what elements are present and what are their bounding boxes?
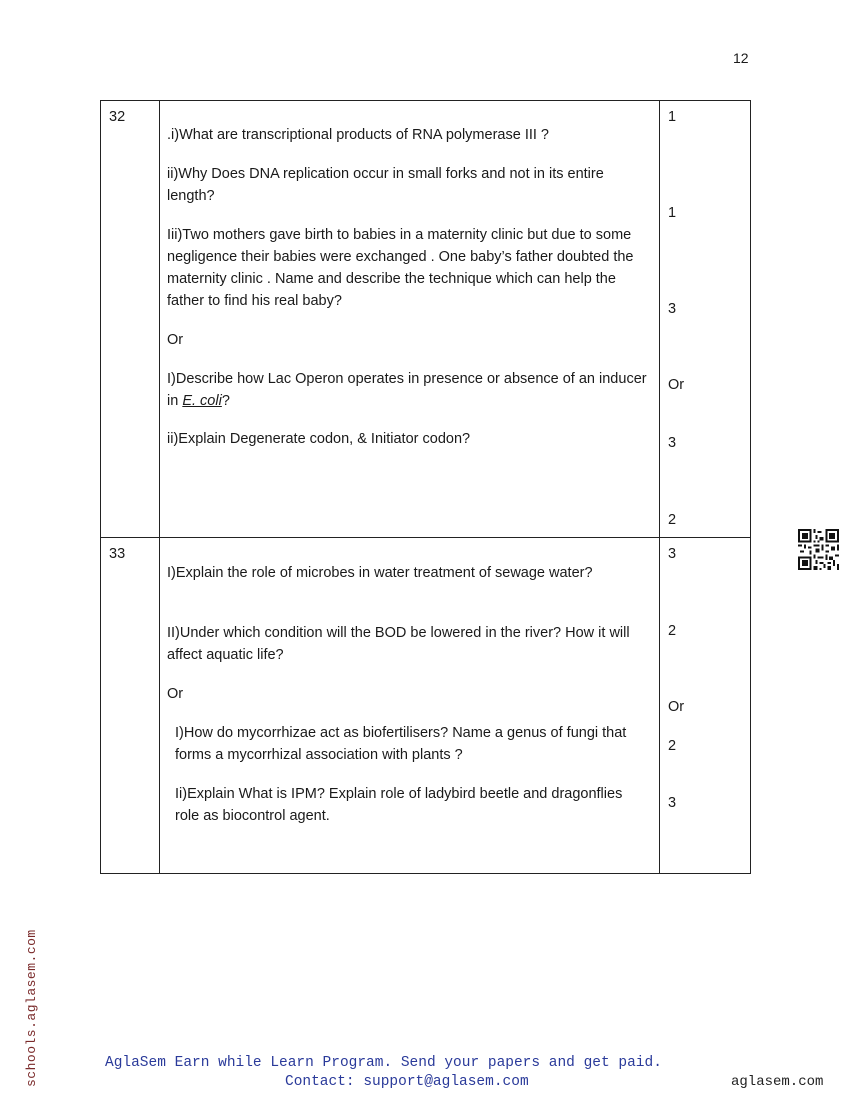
organism-name: E. coli <box>182 393 222 409</box>
footer-contact[interactable]: Contact: support@aglasem.com <box>285 1074 529 1090</box>
question-table <box>100 100 751 874</box>
question-part: II)Under which condition will the BOD be lowered in the river? How it will affect aquatic life? <box>167 625 630 663</box>
column-divider <box>159 538 160 873</box>
marks-value: 1 <box>668 205 677 221</box>
question-part: I)How do mycorrhizae act as biofertilisers? Name a genus of fungi that forms a mycorrhizal association with plants ? <box>175 725 627 763</box>
marks-value: 1 <box>668 109 677 125</box>
marks-value: 2 <box>668 623 677 639</box>
marks-value: 3 <box>668 795 677 811</box>
question-part: I)Explain the role of microbes in water treatment of sewage water? <box>167 565 593 581</box>
side-watermark: schools.aglasem.com <box>24 929 39 1087</box>
column-divider <box>159 101 160 537</box>
or-separator: Or <box>167 332 184 348</box>
marks-value: 3 <box>668 301 677 317</box>
question-text: I)Describe how Lac Operon operates in presence or absence of an inducer in <box>167 371 647 409</box>
marks-value: 2 <box>668 512 677 528</box>
question-row-33 <box>101 538 750 873</box>
marks-or: Or <box>668 377 685 393</box>
qr-code-icon <box>798 529 839 570</box>
question-part: ii)Why Does DNA replication occur in small forks and not in its entire length? <box>167 166 604 204</box>
question-part <box>167 368 647 412</box>
page-number: 12 <box>733 50 749 66</box>
question-part: ii)Explain Degenerate codon, & Initiator codon? <box>167 431 471 447</box>
question-part: Iii)Two mothers gave birth to babies in a maternity clinic but due to some negligence their babies were exchanged . One baby’s father doubted the maternity clinic . Name and describe the technique which can help the father to find his real baby? <box>167 227 634 309</box>
question-row-32 <box>101 101 750 538</box>
footer-promo: AglaSem Earn while Learn Program. Send your papers and get paid. <box>105 1055 662 1071</box>
question-part: Ii)Explain What is IPM? Explain role of ladybird beetle and dragonflies role as biocontrol agent. <box>175 786 623 824</box>
question-part: .i)What are transcriptional products of RNA polymerase III ? <box>167 127 549 143</box>
question-suffix: ? <box>221 393 230 409</box>
question-number: 33 <box>109 546 126 562</box>
marks-value: 2 <box>668 738 677 754</box>
marks-or: Or <box>668 699 685 715</box>
question-number: 32 <box>109 109 126 125</box>
column-divider <box>659 538 660 873</box>
or-separator: Or <box>167 686 184 702</box>
marks-value: 3 <box>668 435 677 451</box>
footer-site[interactable]: aglasem.com <box>731 1074 824 1090</box>
column-divider <box>659 101 660 537</box>
marks-value: 3 <box>668 546 677 562</box>
